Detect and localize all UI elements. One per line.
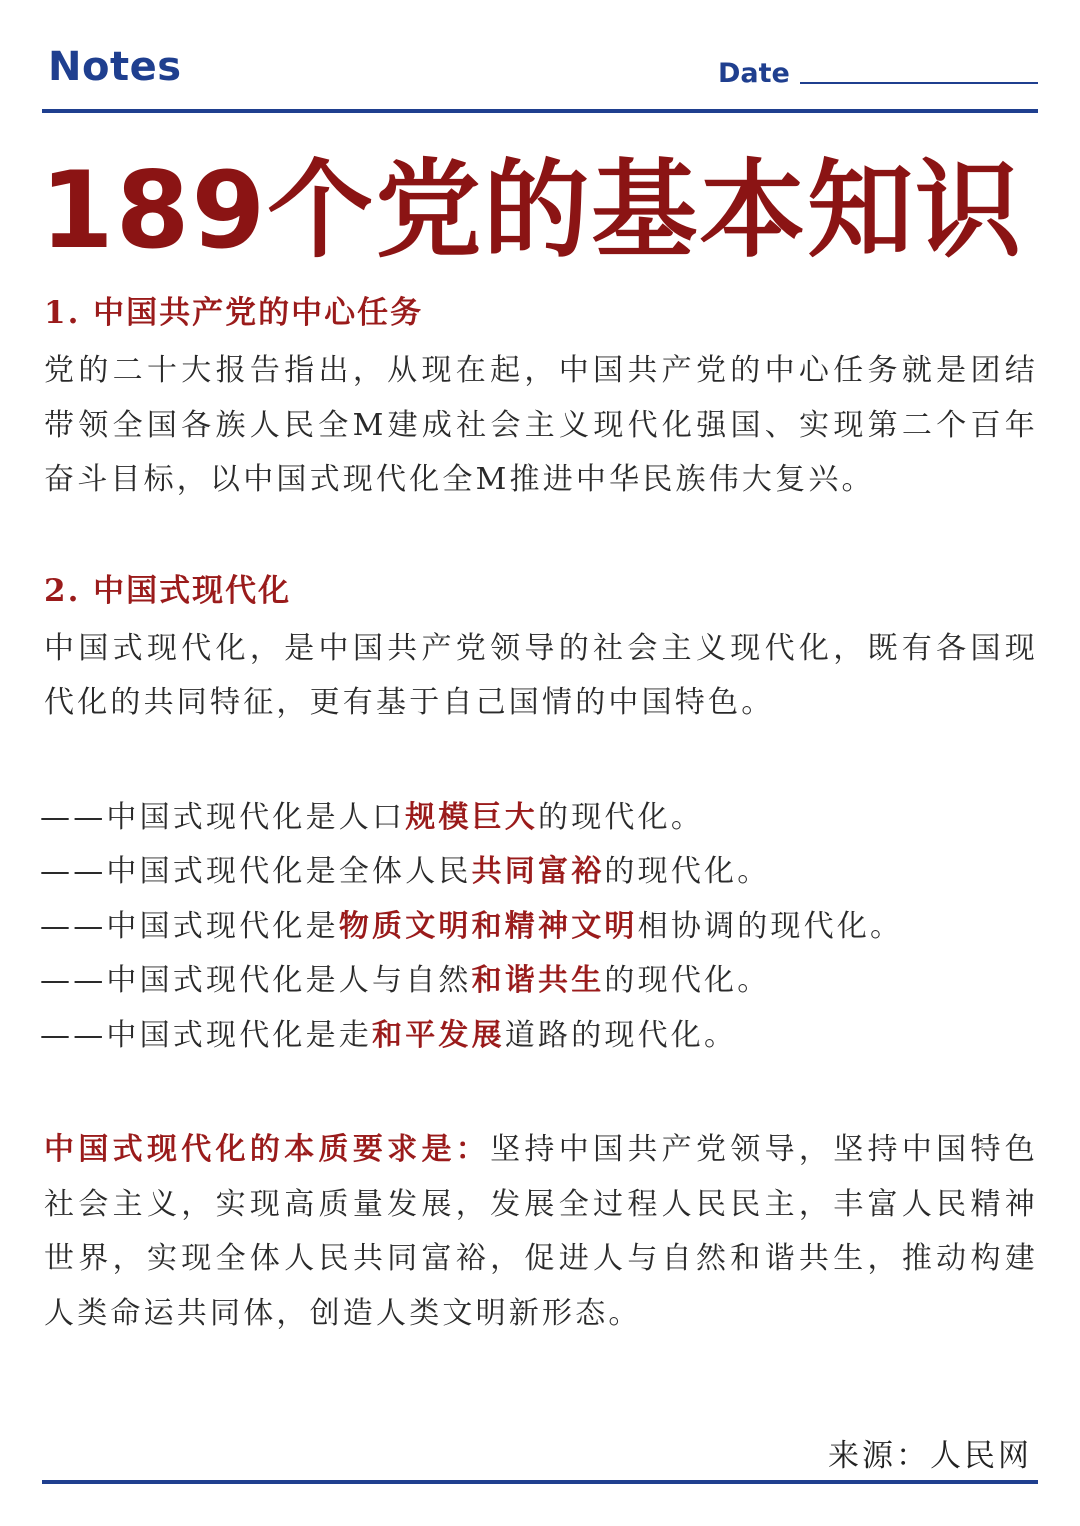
footer-divider: [42, 1480, 1038, 1484]
section-body-1: 党的二十大报告指出，从现在起，中国共产党的中心任务就是团结带领全国各族人民全M建成社会主义现代化强国、实现第二个百年奋斗目标，以中国式现代化全M推进中华民族伟大复兴。: [44, 353, 1038, 497]
list-item: [40, 900, 1038, 955]
section-body-2: 中国式现代化，是中国共产党领导的社会主义现代化，既有各国现代化的共同特征，更有基于自己国情的中国特色。: [44, 630, 1038, 720]
list-item-prefix: ——中国式现代化是人口: [40, 799, 406, 835]
list-item-highlight: 规模巨大: [405, 799, 539, 835]
list-item-suffix: 的现代化。: [604, 963, 771, 998]
document-body: [40, 290, 1039, 1341]
list-item-prefix: ——中国式现代化是人与自然: [40, 963, 472, 998]
date-label: Date: [718, 58, 790, 89]
feature-list: [40, 791, 1038, 1064]
list-item-suffix: 的现代化。: [538, 799, 705, 835]
list-item-suffix: 相协调的现代化。: [637, 908, 904, 944]
list-item-highlight: 共同富裕: [471, 854, 605, 889]
list-item: [40, 954, 1038, 1009]
essence-body: 坚持中国共产党领导，坚持中国特色社会主义，实现高质量发展，发展全过程人民民主，丰富人民精神世界，实现全体人民共同富裕，促进人与自然和谐共生，推动构建人类命运共同体，创造人类文明新形态。: [44, 1132, 1039, 1331]
list-item-highlight: 物质文明和精神文明: [338, 908, 638, 944]
list-item: [40, 1009, 1038, 1064]
list-item-prefix: ——中国式现代化是走: [40, 1017, 372, 1053]
essence-lead: 中国式现代化的本质要求是：: [44, 1132, 491, 1167]
list-item: [40, 845, 1038, 900]
page-title: 189个党的基本知识: [40, 149, 1024, 272]
section-heading-2: 2. 中国式现代化: [44, 572, 292, 609]
notes-header: [44, 40, 1038, 112]
list-item-prefix: ——中国式现代化是全体人民: [40, 854, 472, 889]
notes-label: Notes: [48, 44, 182, 90]
list-item: [40, 791, 1038, 846]
section-heading-1: 1. 中国共产党的中心任务: [44, 295, 424, 331]
essence-paragraph: [44, 1123, 1038, 1341]
source-credit: 来源：人民网: [828, 1438, 1032, 1474]
list-item-prefix: ——中国式现代化是: [40, 908, 339, 944]
list-item-suffix: 道路的现代化。: [504, 1017, 738, 1053]
list-item-highlight: 和谐共生: [471, 963, 605, 998]
header-divider: [42, 109, 1038, 113]
date-underline: [800, 82, 1038, 84]
list-item-highlight: 和平发展: [372, 1017, 505, 1053]
list-item-suffix: 的现代化。: [604, 854, 771, 889]
